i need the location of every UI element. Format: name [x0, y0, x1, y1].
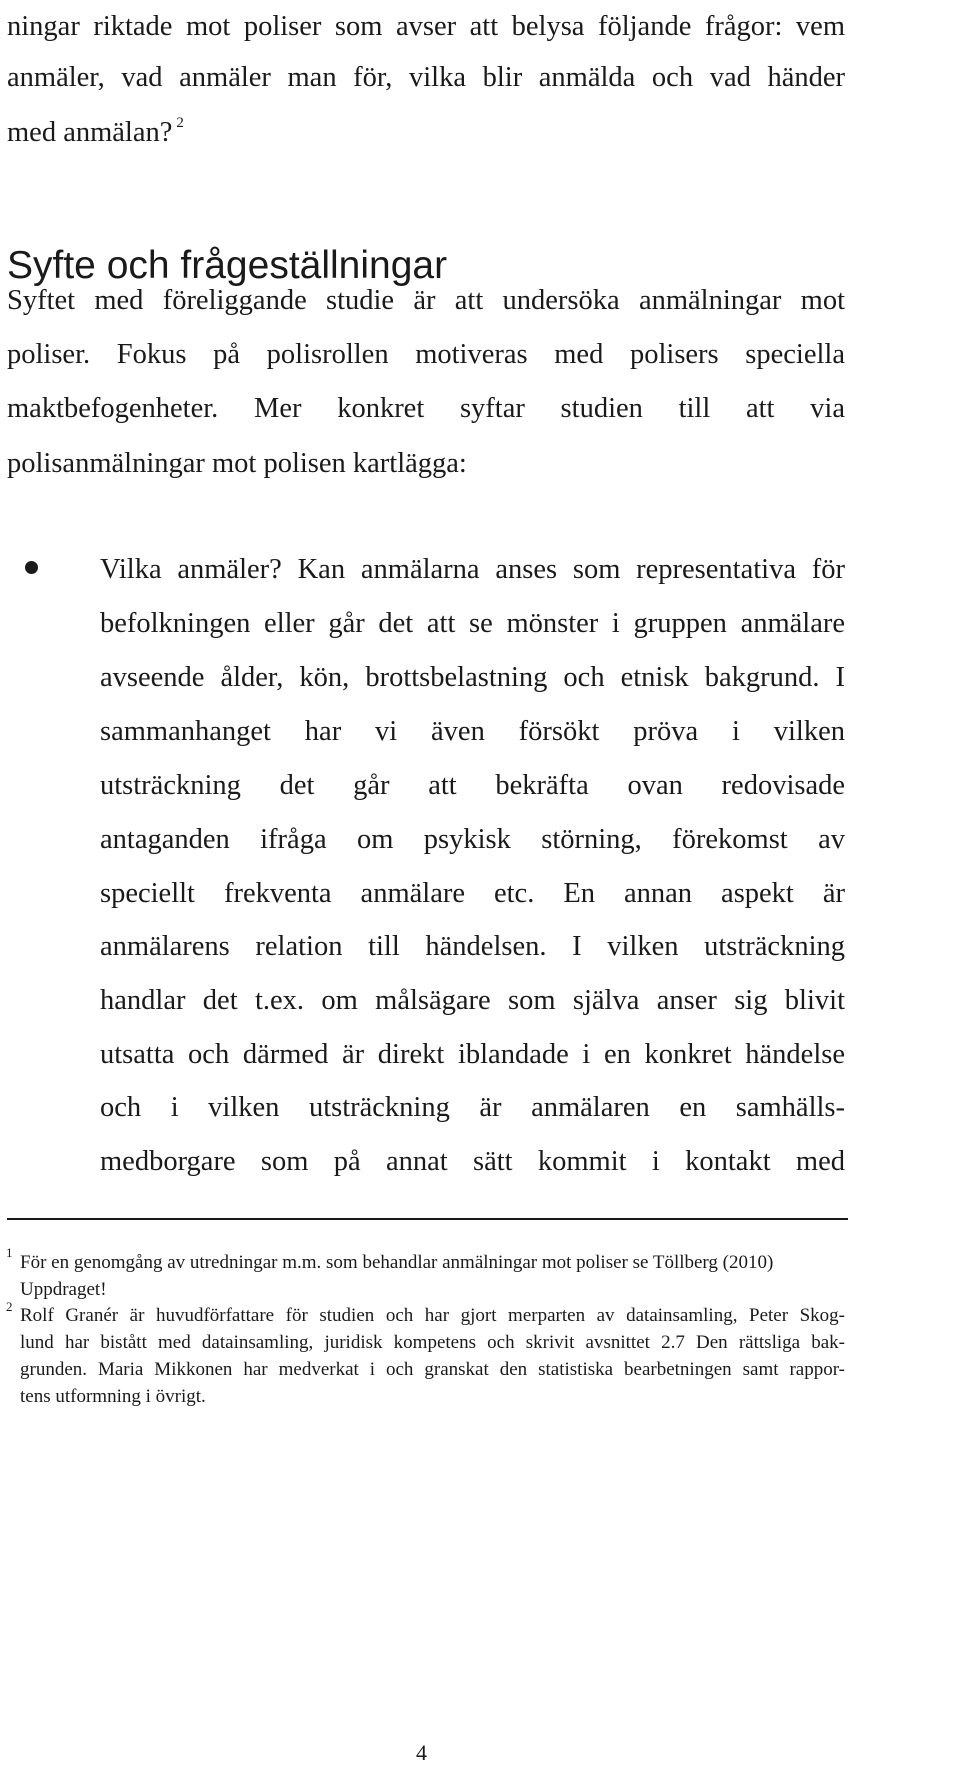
section-heading: Syfte och frågeställningar: [7, 244, 448, 288]
bullet-text-line: handlar det t.ex. om målsägare som själva anser sig blivit: [100, 985, 845, 1016]
bullet-text-line: utsatta och därmed är direkt iblandade i en konkret händelse: [100, 1039, 845, 1070]
body-text-line: [7, 116, 845, 148]
bullet-text-line: anmälarens relation till händelsen. I vilken utsträckning: [100, 931, 845, 962]
body-text-line: Syftet med föreliggande studie är att undersöka anmälningar mot: [7, 285, 845, 316]
footnote-line: tens utformning i övrigt.: [20, 1386, 206, 1407]
bullet-text-line: befolkningen eller går det att se mönster i gruppen anmälare: [100, 608, 845, 639]
footnote-number: 2: [6, 1299, 13, 1314]
body-text-line: polisanmälningar mot polisen kartlägga:: [7, 448, 467, 479]
footnote-line: Rolf Granér är huvudförfattare för studien och har gjort merparten av datainsamling, Peter Skog-: [20, 1305, 845, 1326]
footnote-line: grunden. Maria Mikkonen har medverkat i och granskat den statistiska bearbetningen samt rappor-: [20, 1359, 845, 1380]
bullet-text-line: avseende ålder, kön, brottsbelastning och etnisk bakgrund. I: [100, 662, 845, 693]
footnote-line: lund har bistått med datainsamling, juridisk kompetens och skrivit avsnittet 2.7 Den rättsliga bak-: [20, 1332, 845, 1353]
body-text: med anmälan?: [7, 117, 173, 148]
bullet-icon: [25, 561, 38, 574]
bullet-text-line: medborgare som på annat sätt kommit i kontakt med: [100, 1146, 845, 1177]
bullet-text-line: speciellt frekventa anmälare etc. En annan aspekt är: [100, 878, 845, 909]
footnote-line: Uppdraget!: [20, 1279, 107, 1300]
page-number: 4: [416, 1740, 427, 1765]
body-text-line: ningar riktade mot poliser som avser att belysa följande frågor: vem: [7, 11, 845, 42]
bullet-text-line: sammanhanget har vi även försökt pröva i vilken: [100, 716, 845, 747]
footnote-reference: 2: [176, 115, 184, 131]
bullet-text-line: antaganden ifråga om psykisk störning, förekomst av: [100, 824, 845, 855]
footnote-separator: [7, 1218, 848, 1220]
footnote-number: 1: [6, 1245, 13, 1260]
body-text-line: maktbefogenheter. Mer konkret syftar studien till att via: [7, 393, 845, 424]
body-text-line: poliser. Fokus på polisrollen motiveras med polisers speciella: [7, 339, 845, 370]
bullet-text-line: och i vilken utsträckning är anmälaren en samhälls-: [100, 1092, 845, 1123]
footnote-line: För en genomgång av utredningar m.m. som behandlar anmälningar mot poliser se Töllberg (2010): [20, 1252, 774, 1273]
bullet-text-line: Vilka anmäler? Kan anmälarna anses som representativa för: [100, 554, 845, 585]
body-text-line: anmäler, vad anmäler man för, vilka blir anmälda och vad händer: [7, 62, 845, 93]
bullet-text-line: utsträckning det går att bekräfta ovan redovisade: [100, 770, 845, 801]
